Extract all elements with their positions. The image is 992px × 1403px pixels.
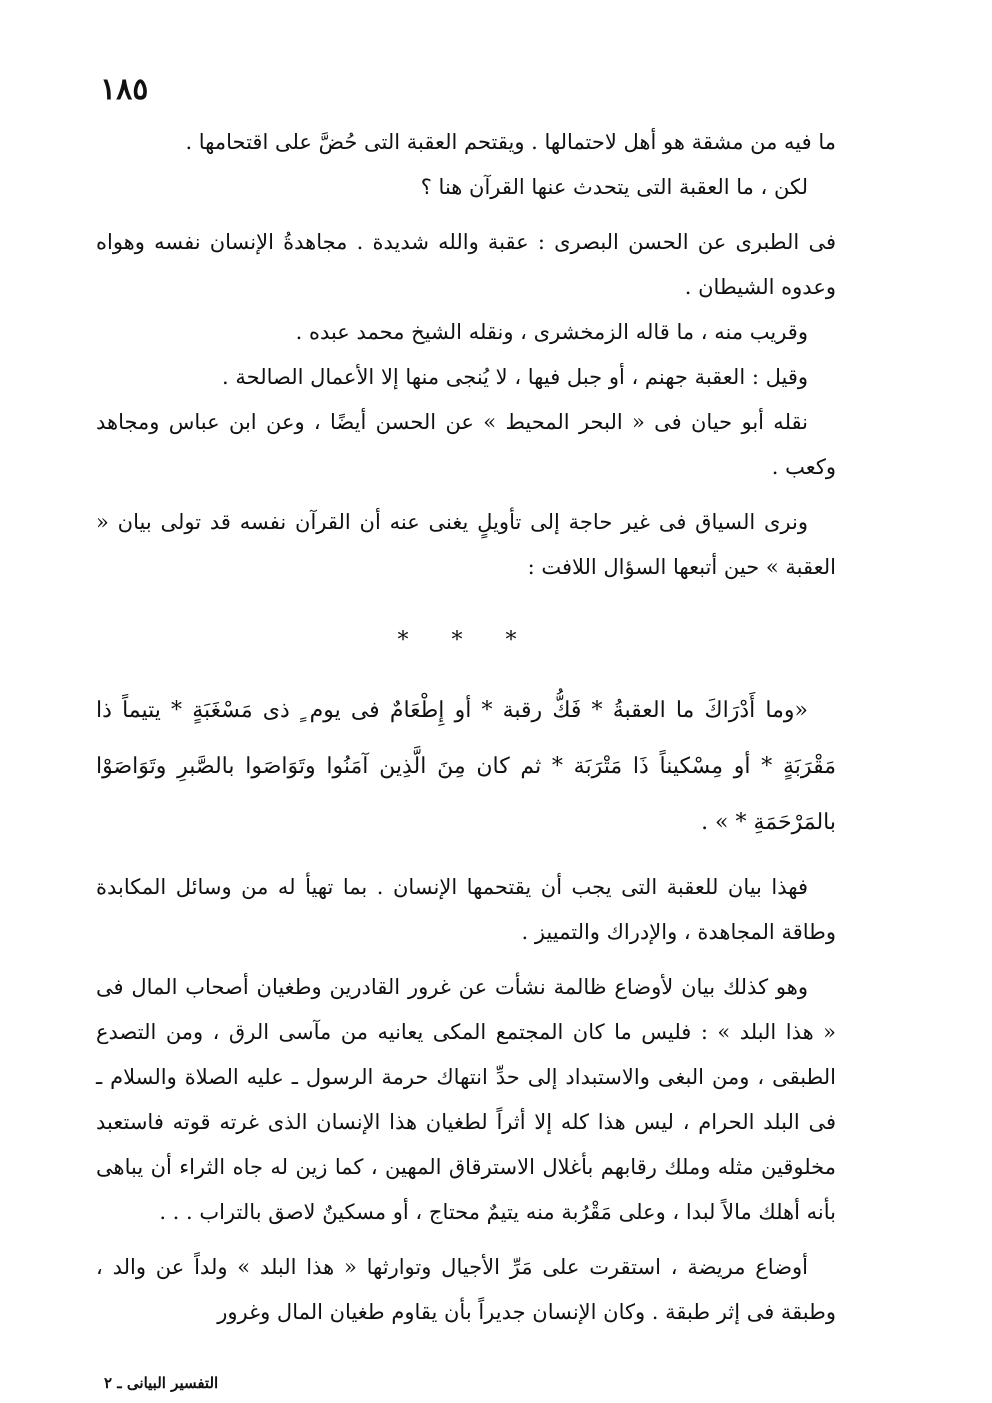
paragraph: وقيل : العقبة جهنم ، أو جبل فيها ، لا يُنجى منها إلا الأعمال الصالحة . xyxy=(222,365,808,389)
paragraph: وهو كذلك بيان لأوضاع ظالمة نشأت عن غرور القادرين وطغيان أصحاب المال فى « هذا البلد » : فليس ما كان المجتمع المكى يعانيه من مآسى الرق ، ومن التصدع الطبقى ، ومن البغى والاستبداد إلى حدِّ انتهاك حرمة الرسول ـ عليه الصلاة والسلام ـ فى البلد الحرام ، ليس هذا كله إلا أثراً لطغيان هذا الإنسان الذى غرته قوته فاستعبد مخلوقين مثله وملك رقابهم بأغلال الاسترقاق المهين ، كما زين له جاه الثراء أن يباهى بأنه أهلك مالاً لبدا ، وعلى مَقْرُبة منه يتيمٌ محتاج ، أو مسكينٌ لاصق بالتراب . . . xyxy=(96,975,836,1224)
paragraph: ما فيه من مشقة هو أهل لاحتمالها . ويقتحم العقبة التى حُضَّ على اقتحامها . xyxy=(185,130,836,154)
page-body xyxy=(96,120,836,1335)
section-separator: * * * xyxy=(397,628,535,653)
paragraph: لكن ، ما العقبة التى يتحدث عنها القرآن هنا ؟ xyxy=(420,175,808,199)
paragraph: فهذا بيان للعقبة التى يجب أن يقتحمها الإنسان . بما تهيأ له من وسائل المكابدة وطاقة المجاهدة ، والإدراك والتمييز . xyxy=(96,875,836,944)
paragraph: نقله أبو حيان فى « البحر المحيط » عن الحسن أيضًا ، وعن ابن عباس ومجاهد وكعب . xyxy=(96,410,836,479)
paragraph: فى الطبرى عن الحسن البصرى : عقبة والله شديدة . مجاهدةُ الإنسان نفسه وهواه وعدوه الشيطان . xyxy=(96,230,836,299)
page-number: ١٨٥ xyxy=(100,72,149,107)
quran-verse: «وما أَدْرَاكَ ما العقبةُ * فَكُّ رقبة * أو إِطْعَامٌ فى يوم ٍ ذى مَسْغَبَةٍ * يتيماً ذا مَقْرَبَةٍ * أو مِسْكيناً ذَا مَتْرَبَة * ثم كان مِنَ الَّذِين آمَنُوا وتَوَاصَوا بالصَّبرِ وتَوَاصَوْا بالمَرْحَمَةِ * » . xyxy=(96,698,836,835)
paragraph: وقريب منه ، ما قاله الزمخشرى ، ونقله الشيخ محمد عبده . xyxy=(295,320,808,344)
paragraph: ونرى السياق فى غير حاجة إلى تأويلٍ يغنى عنه أن القرآن نفسه قد تولى بيان « العقبة » حين أتبعها السؤال اللافت : xyxy=(96,510,836,579)
paragraph: أوضاع مريضة ، استقرت على مَرِّ الأجيال وتوارثها « هذا البلد » ولداً عن والد ، وطبقة فى إثر طبقة . وكان الإنسان جديراً بأن يقاوم طغيان المال وغرور xyxy=(96,1255,836,1324)
footer-book-title: التفسير البيانى ـ ٢ xyxy=(104,1374,219,1392)
